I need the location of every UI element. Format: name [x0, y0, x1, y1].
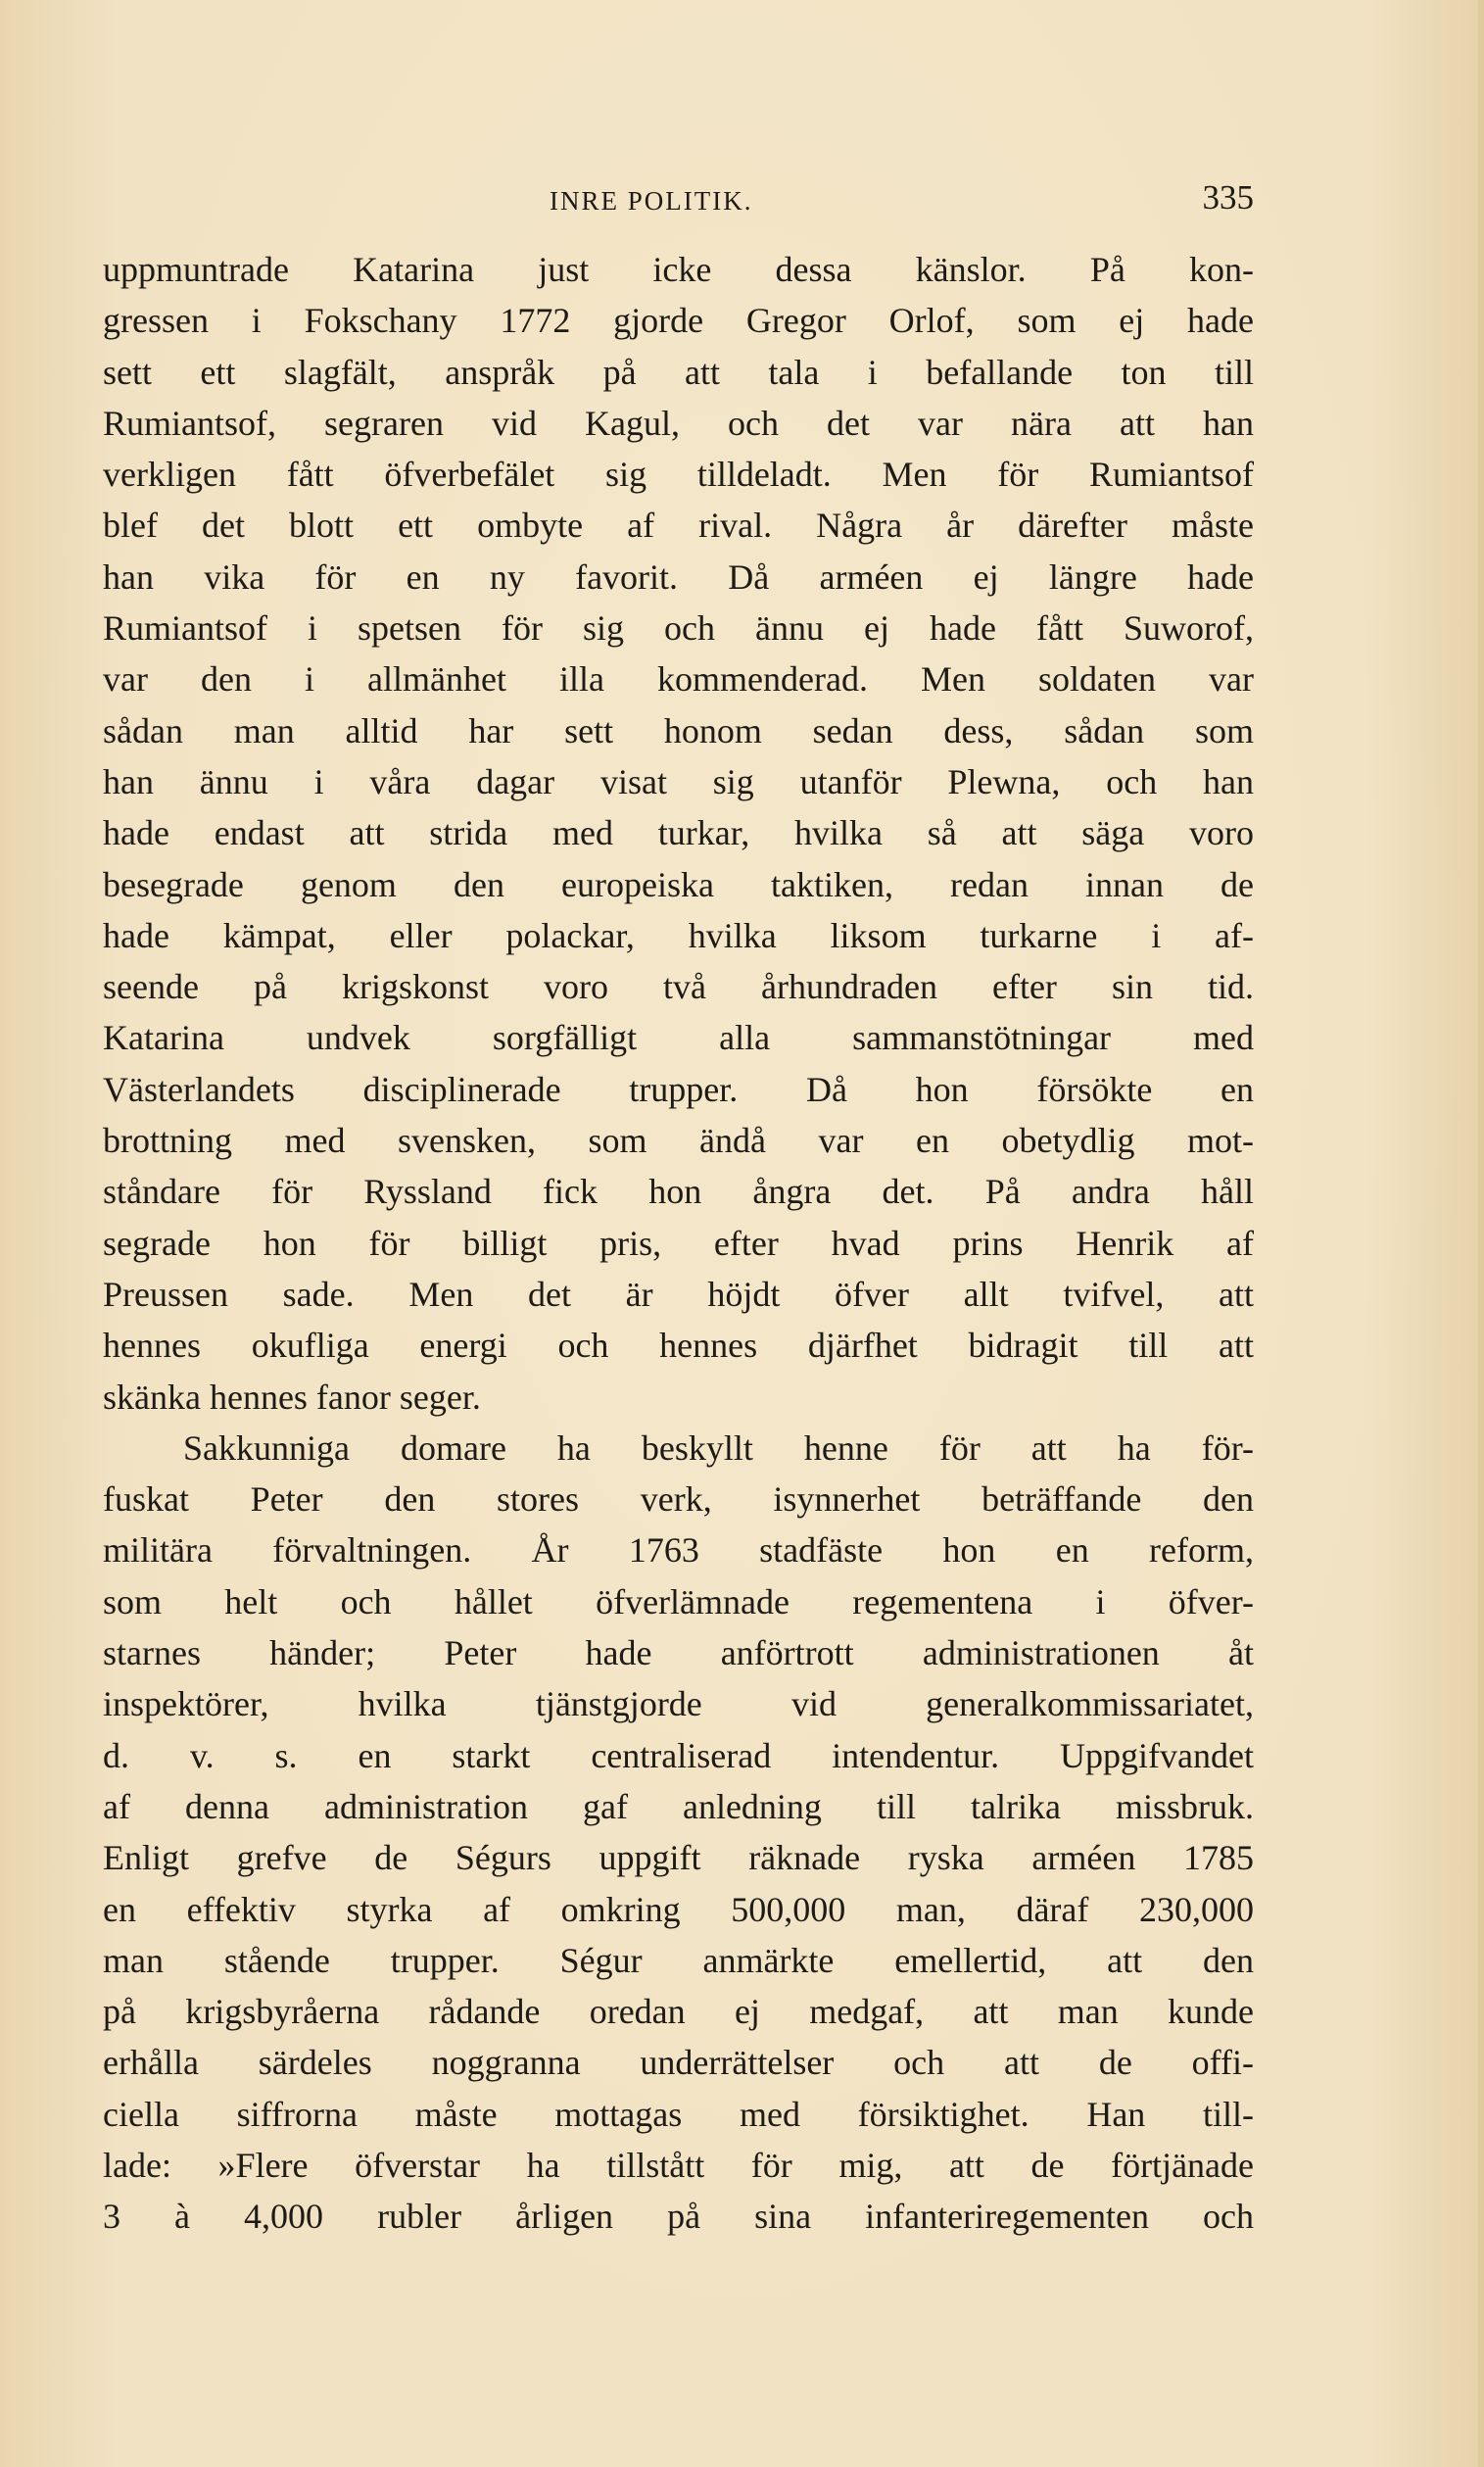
text-line: man stående trupper. Ségur anmärkte emellertid, att den	[103, 1940, 1254, 1980]
page-edge	[1478, 0, 1484, 2467]
text-line: hade endast att strida med turkar, hvilka så att säga voro	[103, 813, 1254, 853]
page-header	[103, 176, 1254, 225]
text-line: på krigsbyråerna rådande oredan ej medgaf, att man kunde	[103, 1992, 1254, 2032]
running-title: INRE POLITIK.	[550, 186, 753, 216]
text-line: Preussen sade. Men det är höjdt öfver allt tvifvel, att	[103, 1274, 1254, 1314]
text-line: skänka hennes fanor seger.	[103, 1377, 481, 1417]
text-line: brottning med svensken, som ändå var en obetydlig mot-	[103, 1121, 1254, 1161]
text-line: d. v. s. en starkt centraliserad intendentur. Uppgifvandet	[103, 1735, 1254, 1775]
text-line: Västerlandets disciplinerade trupper. Då hon försökte en	[103, 1069, 1254, 1109]
text-line: Rumiantsof i spetsen för sig och ännu ej hade fått Suworof,	[103, 608, 1254, 649]
text-line: Enligt grefve de Ségurs uppgift räknade ryska arméen 1785	[103, 1838, 1254, 1878]
text-line: ciella siffrorna måste mottagas med försiktighet. Han till-	[103, 2094, 1254, 2134]
text-line: Sakkunniga domare ha beskyllt henne för att ha för-	[183, 1427, 1254, 1468]
text-line: hennes okufliga energi och hennes djärfhet bidragit till att	[103, 1326, 1254, 1366]
text-line: sett ett slagfält, anspråk på att tala i befallande ton till	[103, 352, 1254, 392]
text-line: gressen i Fokschany 1772 gjorde Gregor Orlof, som ej hade	[103, 301, 1254, 341]
body-text	[103, 244, 1254, 2243]
page-number: 335	[1202, 178, 1254, 217]
text-line: sådan man alltid har sett honom sedan dess, sådan som	[103, 710, 1254, 750]
text-line: Katarina undvek sorgfälligt alla sammanstötningar med	[103, 1018, 1254, 1058]
text-line: militära förvaltningen. År 1763 stadfäste hon en reform,	[103, 1530, 1254, 1571]
text-line: besegrade genom den europeiska taktiken, redan innan de	[103, 864, 1254, 904]
text-line: ståndare för Ryssland fick hon ångra det. På andra håll	[103, 1172, 1254, 1212]
text-line: 3 à 4,000 rubler årligen på sina infanteriregementen och	[103, 2197, 1254, 2237]
text-line: inspektörer, hvilka tjänstgjorde vid generalkommissariatet,	[103, 1684, 1254, 1724]
text-line: segrade hon för billigt pris, efter hvad prins Henrik af	[103, 1223, 1254, 1263]
text-line: han vika för en ny favorit. Då arméen ej längre hade	[103, 556, 1254, 597]
text-line: var den i allmänhet illa kommenderad. Men soldaten var	[103, 659, 1254, 700]
text-line: han ännu i våra dagar visat sig utanför Plewna, och han	[103, 761, 1254, 801]
text-line: af denna administration gaf anledning till talrika missbruk.	[103, 1786, 1254, 1826]
text-line: en effektiv styrka af omkring 500,000 man, däraf 230,000	[103, 1889, 1254, 1929]
text-line: Rumiantsof, segraren vid Kagul, och det var nära att han	[103, 403, 1254, 443]
text-line: fuskat Peter den stores verk, isynnerhet beträffande den	[103, 1479, 1254, 1520]
text-line: seende på krigskonst voro två århundraden efter sin tid.	[103, 967, 1254, 1007]
text-line: starnes händer; Peter hade anförtrott administrationen åt	[103, 1633, 1254, 1673]
text-line: erhålla särdeles noggranna underrättelser och att de offi-	[103, 2043, 1254, 2083]
text-line: hade kämpat, eller polackar, hvilka liksom turkarne i af-	[103, 915, 1254, 955]
text-line: blef det blott ett ombyte af rival. Några år därefter måste	[103, 506, 1254, 546]
text-line: uppmuntrade Katarina just icke dessa känslor. På kon-	[103, 250, 1254, 289]
text-line: som helt och hållet öfverlämnade regementena i öfver-	[103, 1581, 1254, 1621]
text-line: verkligen fått öfverbefälet sig tilldeladt. Men för Rumiantsof	[103, 455, 1254, 495]
text-line: lade: »Flere öfverstar ha tillstått för mig, att de förtjänade	[103, 2145, 1254, 2185]
